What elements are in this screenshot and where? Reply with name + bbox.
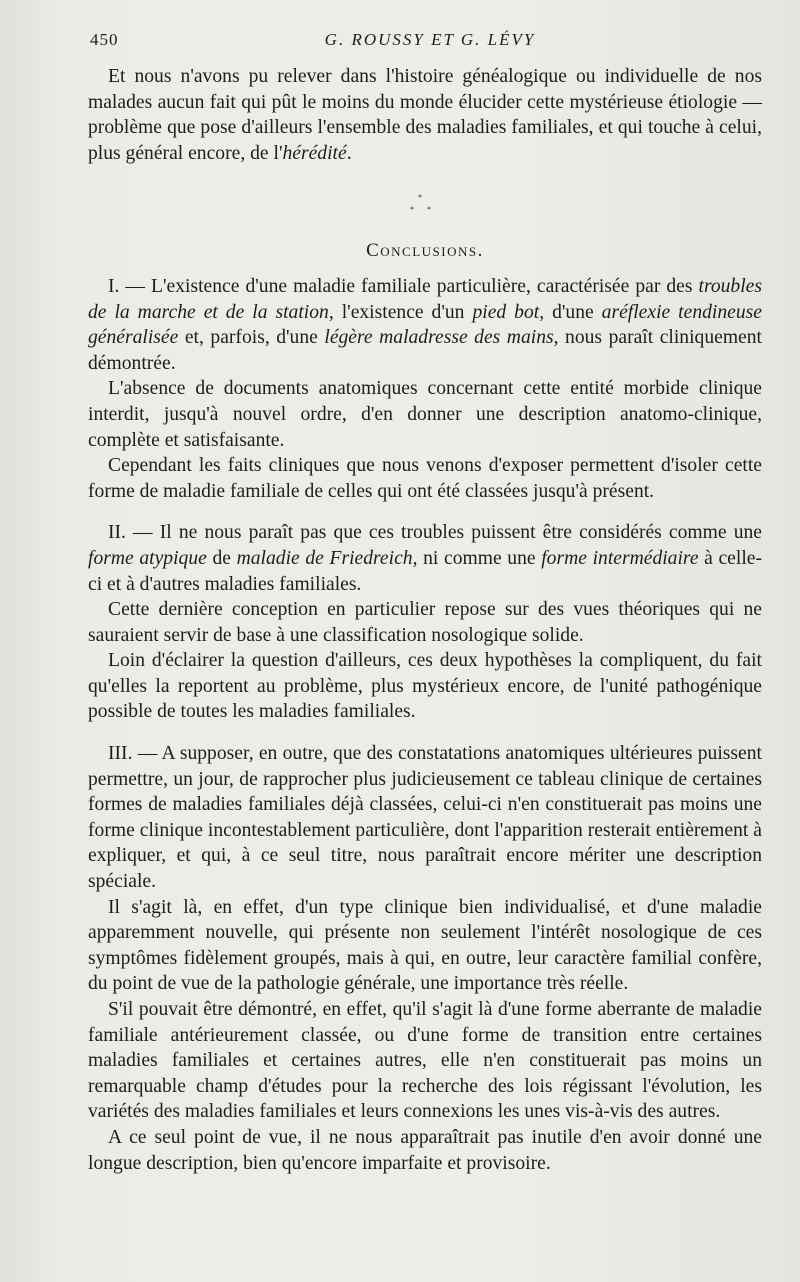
text-run: , nous paraît cliniquement démontrée. (88, 327, 762, 374)
emphasis-run: forme atypique (88, 547, 207, 569)
conclusion-1-paragraph-3: Cependant les faits cliniques que nous venons d'exposer permettent d'isoler cette forme de maladie familiale de celles qui ont été classées jusqu'à présent. (88, 455, 762, 502)
intro-text: Et nous n'avons pu relever dans l'histoire généalogique ou individuelle de nos malades aucun fait qui pût le moins du monde élucider cette mystérieuse étiologie — problème que pose d'ailleurs l'ensemble des maladies familiales, et qui touche à celui, plus général encore, de l' (88, 66, 762, 164)
conclusion-1-paragraph-2: L'absence de documents anatomiques concernant cette entité morbide clinique interdit, jusqu'à nouvel ordre, d'en donner une description anatomo-clinique, complète et satisfaisante. (88, 378, 762, 451)
section-heading: Conclusions. (366, 240, 484, 262)
emphasis-run: troubles de la marche et de la station (88, 275, 762, 323)
text-run: de (206, 547, 237, 569)
page-number: 450 (90, 30, 119, 49)
divider-star-top: * (418, 193, 422, 203)
paragraph-gap (88, 725, 762, 741)
section-divider (88, 180, 762, 226)
text-run: et, parfois, d'une (178, 327, 325, 349)
conclusion-3-paragraph-4: A ce seul point de vue, il ne nous apparaîtrait pas inutile d'en avoir donné une longue description, bien qu'encore imparfaite et provisoire. (88, 1126, 762, 1174)
conclusion-1-paragraph (88, 274, 762, 376)
emphasis-run: aréflexie tendineuse généralisée (88, 301, 762, 349)
text-run: à celle-ci et à d'autres maladies familiales. (88, 547, 762, 595)
conclusion-2-paragraph (88, 520, 762, 597)
intro-emphasis: hérédité (282, 142, 347, 164)
conclusion-2-paragraph-3: Loin d'éclairer la question d'ailleurs, ces deux hypothèses la compliquent, du fait qu'elles la reportent au problème, plus mystérieux encore, de l'unité pathogénique possible de toutes les maladies familiales. (88, 650, 762, 723)
conclusion-3-paragraph: III. — A supposer, en outre, que des constatations anatomiques ultérieures puissent permettre, un jour, de rapprocher plus judicieusement ce tableau clinique de certaines formes de maladies familiales déjà classées, celui-ci n'en constituerait pas moins une forme clinique incontestablement particulière, dont l'apparition resterait entièrement à expliquer, et qui, à ce seul titre, nous paraîtrait encore mériter une description spéciale. (88, 743, 762, 893)
text-run: , l'existence d'un (328, 301, 473, 323)
running-head: G. ROUSSY ET G. LÉVY (324, 30, 536, 49)
intro-text-end: . (346, 142, 352, 164)
page-header (90, 30, 770, 56)
divider-star-left: * (410, 205, 414, 215)
intro-paragraph (88, 64, 762, 166)
paragraph-gap (88, 504, 762, 520)
body-text (88, 64, 762, 1176)
emphasis-run: pied bot (472, 301, 540, 323)
text-run: , d'une (539, 301, 602, 323)
emphasis-run: légère maladresse des mains (324, 327, 554, 349)
text-run: , ni comme une (412, 547, 542, 569)
conclusion-3-paragraph-2: Il s'agit là, en effet, d'un type clinique bien individualisé, et d'une maladie apparemment nouvelle, qui présente non seulement l'intérêt nosologique de ces symptômes fidèlement groupés, mais à qui, en outre, leur caractère familial confère, du point de vue de la pathologie générale, une importance très réelle. (88, 896, 762, 995)
conclusion-2-paragraph-2: Cette dernière conception en particulier repose sur des vues théoriques qui ne sauraient servir de base à une classification nosologique solide. (88, 599, 762, 646)
text-run: II. — Il ne nous paraît pas que ces troubles puissent être considérés comme une (108, 522, 762, 544)
divider-star-right: * (427, 205, 431, 215)
emphasis-run: forme intermédiaire (541, 547, 699, 569)
conclusion-3-paragraph-3: S'il pouvait être démontré, en effet, qu'il s'agit là d'une forme aberrante de maladie familiale antérieurement classée, ou d'une forme de transition entre certaines maladies familiales et certaines autres, elle n'en constituerait pas moins un remarquable champ d'études pour la recherche des lois régissant l'évolution, les variétés des maladies familiales et leurs connexions les unes vis-à-vis des autres. (88, 999, 762, 1123)
text-run: I. — L'existence d'une maladie familiale particulière, caractérisée par des (108, 275, 699, 297)
emphasis-run: maladie de Friedreich (236, 547, 413, 569)
